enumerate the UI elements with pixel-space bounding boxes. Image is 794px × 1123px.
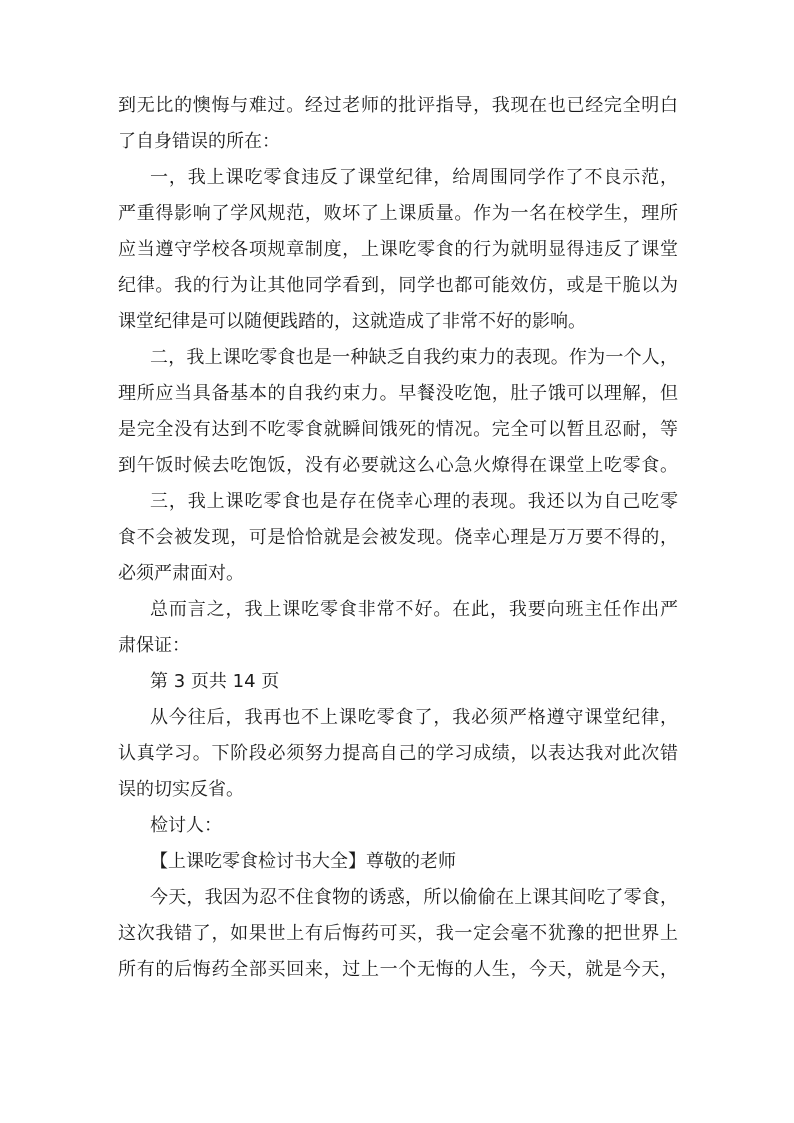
text-line: 总而言之，我上课吃零食非常不好。在此，我要向班主任作出严 <box>150 599 678 620</box>
text-line: 到午饭时候去吃饱饭，没有必要就这么心急火燎得在课堂上吃零食。 <box>118 455 678 476</box>
section-heading: 【上课吃零食检讨书大全】尊敬的老师 <box>150 851 456 872</box>
text-line: 肃保证： <box>118 635 190 656</box>
text-line: 二，我上课吃零食也是一种缺乏自我约束力的表现。作为一个人， <box>150 347 678 368</box>
text-line: 纪律。我的行为让其他同学看到，同学也都可能效仿，或是干脆以为 <box>118 275 678 296</box>
text-line: 这次我错了，如果世上有后悔药可买，我一定会毫不犹豫的把世界上 <box>118 923 678 944</box>
text-line: 一，我上课吃零食违反了课堂纪律，给周围同学作了不良示范， <box>150 167 678 188</box>
text-line: 认真学习。下阶段必须努力提高自己的学习成绩，以表达我对此次错 <box>118 743 678 764</box>
text-line: 必须严肃面对。 <box>118 563 244 584</box>
text-line: 食不会被发现，可是恰恰就是会被发现。侥幸心理是万万要不得的， <box>118 527 678 548</box>
page-number: 第 3 页共 14 页 <box>150 671 280 692</box>
text-line: 应当遵守学校各项规章制度，上课吃零食的行为就明显得违反了课堂 <box>118 239 678 260</box>
text-line: 理所应当具备基本的自我约束力。早餐没吃饱，肚子饿可以理解，但 <box>118 383 678 404</box>
text-line: 所有的后悔药全部买回来，过上一个无悔的人生，今天，就是今天， <box>118 959 678 980</box>
signature-label: 检讨人： <box>150 815 222 836</box>
text-line: 了自身错误的所在： <box>118 131 280 152</box>
text-line: 是完全没有达到不吃零食就瞬间饿死的情况。完全可以暂且忍耐，等 <box>118 419 678 440</box>
text-line: 课堂纪律是可以随便践踏的，这就造成了非常不好的影响。 <box>118 311 586 332</box>
text-line: 严重得影响了学风规范，败坏了上课质量。作为一名在校学生，理所 <box>118 203 678 224</box>
text-line: 到无比的懊悔与难过。经过老师的批评指导，我现在也已经完全明白 <box>118 95 678 116</box>
text-line: 今天，我因为忍不住食物的诱惑，所以偷偷在上课其间吃了零食， <box>150 887 678 908</box>
text-line: 从今往后，我再也不上课吃零食了，我必须严格遵守课堂纪律， <box>150 707 678 728</box>
text-line: 误的切实反省。 <box>118 779 244 800</box>
text-line: 三，我上课吃零食也是存在侥幸心理的表现。我还以为自己吃零 <box>150 491 678 512</box>
